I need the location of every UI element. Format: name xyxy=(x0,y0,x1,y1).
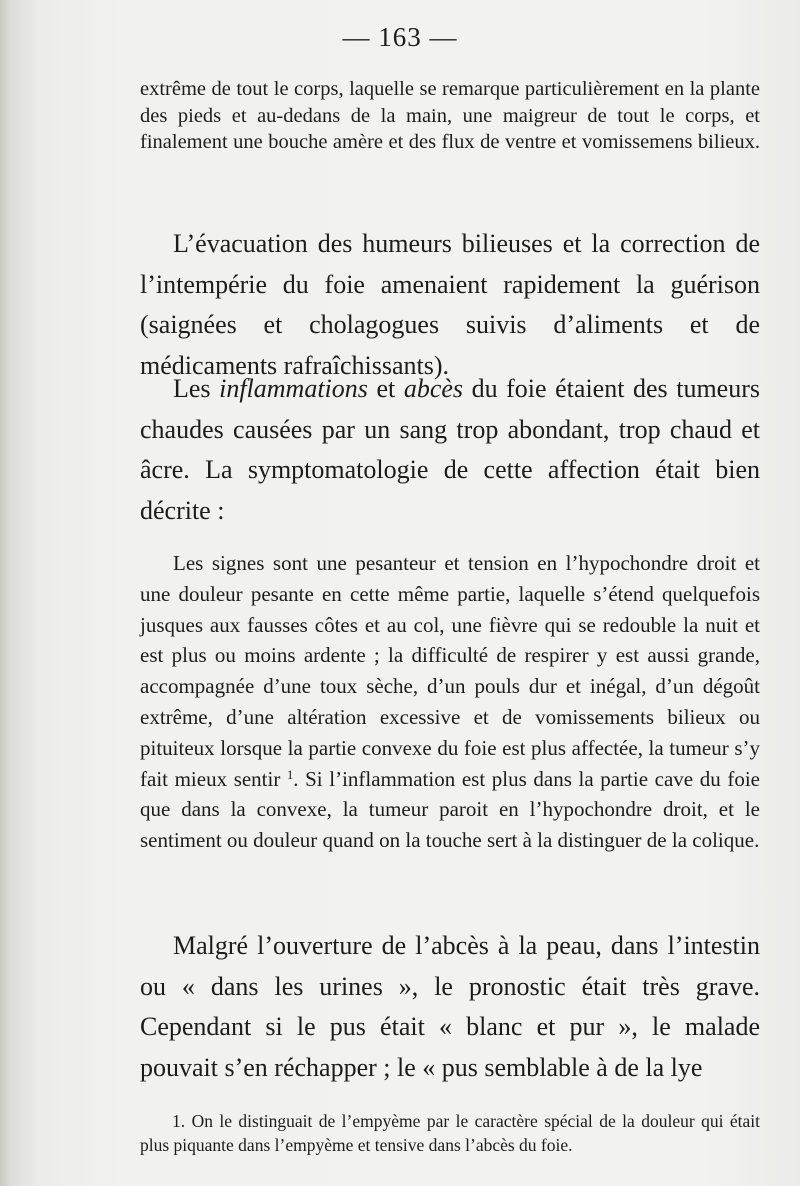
quote-text: . Si l’inflammation est plus dans la partie cave du foie que dans la convexe, la tumeur paroit en l’hypochondre droit, et le sentiment ou douleur quand on la touche sert à la distinguer de la colique. xyxy=(140,766,760,853)
page-number: — 163 — xyxy=(342,22,458,52)
block-quote xyxy=(140,548,760,856)
text-run: Les xyxy=(173,374,220,403)
term-inflammations: inflammations xyxy=(219,374,368,403)
text-run: et xyxy=(367,374,404,403)
paragraph-evacuation: L’évacuation des humeurs bilieuses et la correction de l’intempérie du foie amenaient rapidement la guérison (saignées et cholagogues suivis d’aliments et de médicaments rafraîchissants). xyxy=(140,229,760,380)
paragraph-prognosis: Malgré l’ouverture de l’abcès à la peau, dans l’intestin ou « dans les urines », le pronostic était très grave. Cependant si le pus était « blanc et pur », le malade pouvait s’en réchapper ; le « pus semblable à de la lye xyxy=(140,931,760,1082)
footnote xyxy=(140,1109,760,1157)
footnote-reference[interactable]: 1 xyxy=(286,767,294,782)
footnote-marker: 1. xyxy=(172,1111,186,1131)
quote-text: Les signes sont une pesanteur et tension en l’hypochondre droit et une douleur pesante en cette même partie, laquelle s’étend quelquefois jusques aux fausses côtes et au col, une fièvre qui se redouble la nuit et est plus ou moins ardente ; la difficulté de respirer y est aussi grande, accompagnée d’une toux sèche, d’un pouls dur et inégal, d’un dégoût extrême, d’une altération excessive et de vomissements bilieux ou pituiteux lorsque la partie convexe du foie est plus affectée, la tumeur s’y fait mieux sentir xyxy=(140,551,760,791)
text-run: du foie étaient des tumeurs chaudes causées par un sang trop abondant, trop chaud et âcre. La symptomatologie de cette affection était bien décrite : xyxy=(140,374,760,525)
paragraph-inflammations xyxy=(140,369,760,531)
paragraph-continued: extrême de tout le corps, laquelle se remarque particulièrement en la plante des pieds et au-dedans de la main, une maigreur de tout le corps, et finalement une bouche amère et des flux de ventre et vomissemens bilieux. xyxy=(140,78,760,153)
term-abces: abcès xyxy=(403,374,464,403)
footnote-text: On le distinguait de l’empyème par le caractère spécial de la douleur qui était plus piquante dans l’empyème et tensive dans l’abcès du foie. xyxy=(140,1111,760,1155)
